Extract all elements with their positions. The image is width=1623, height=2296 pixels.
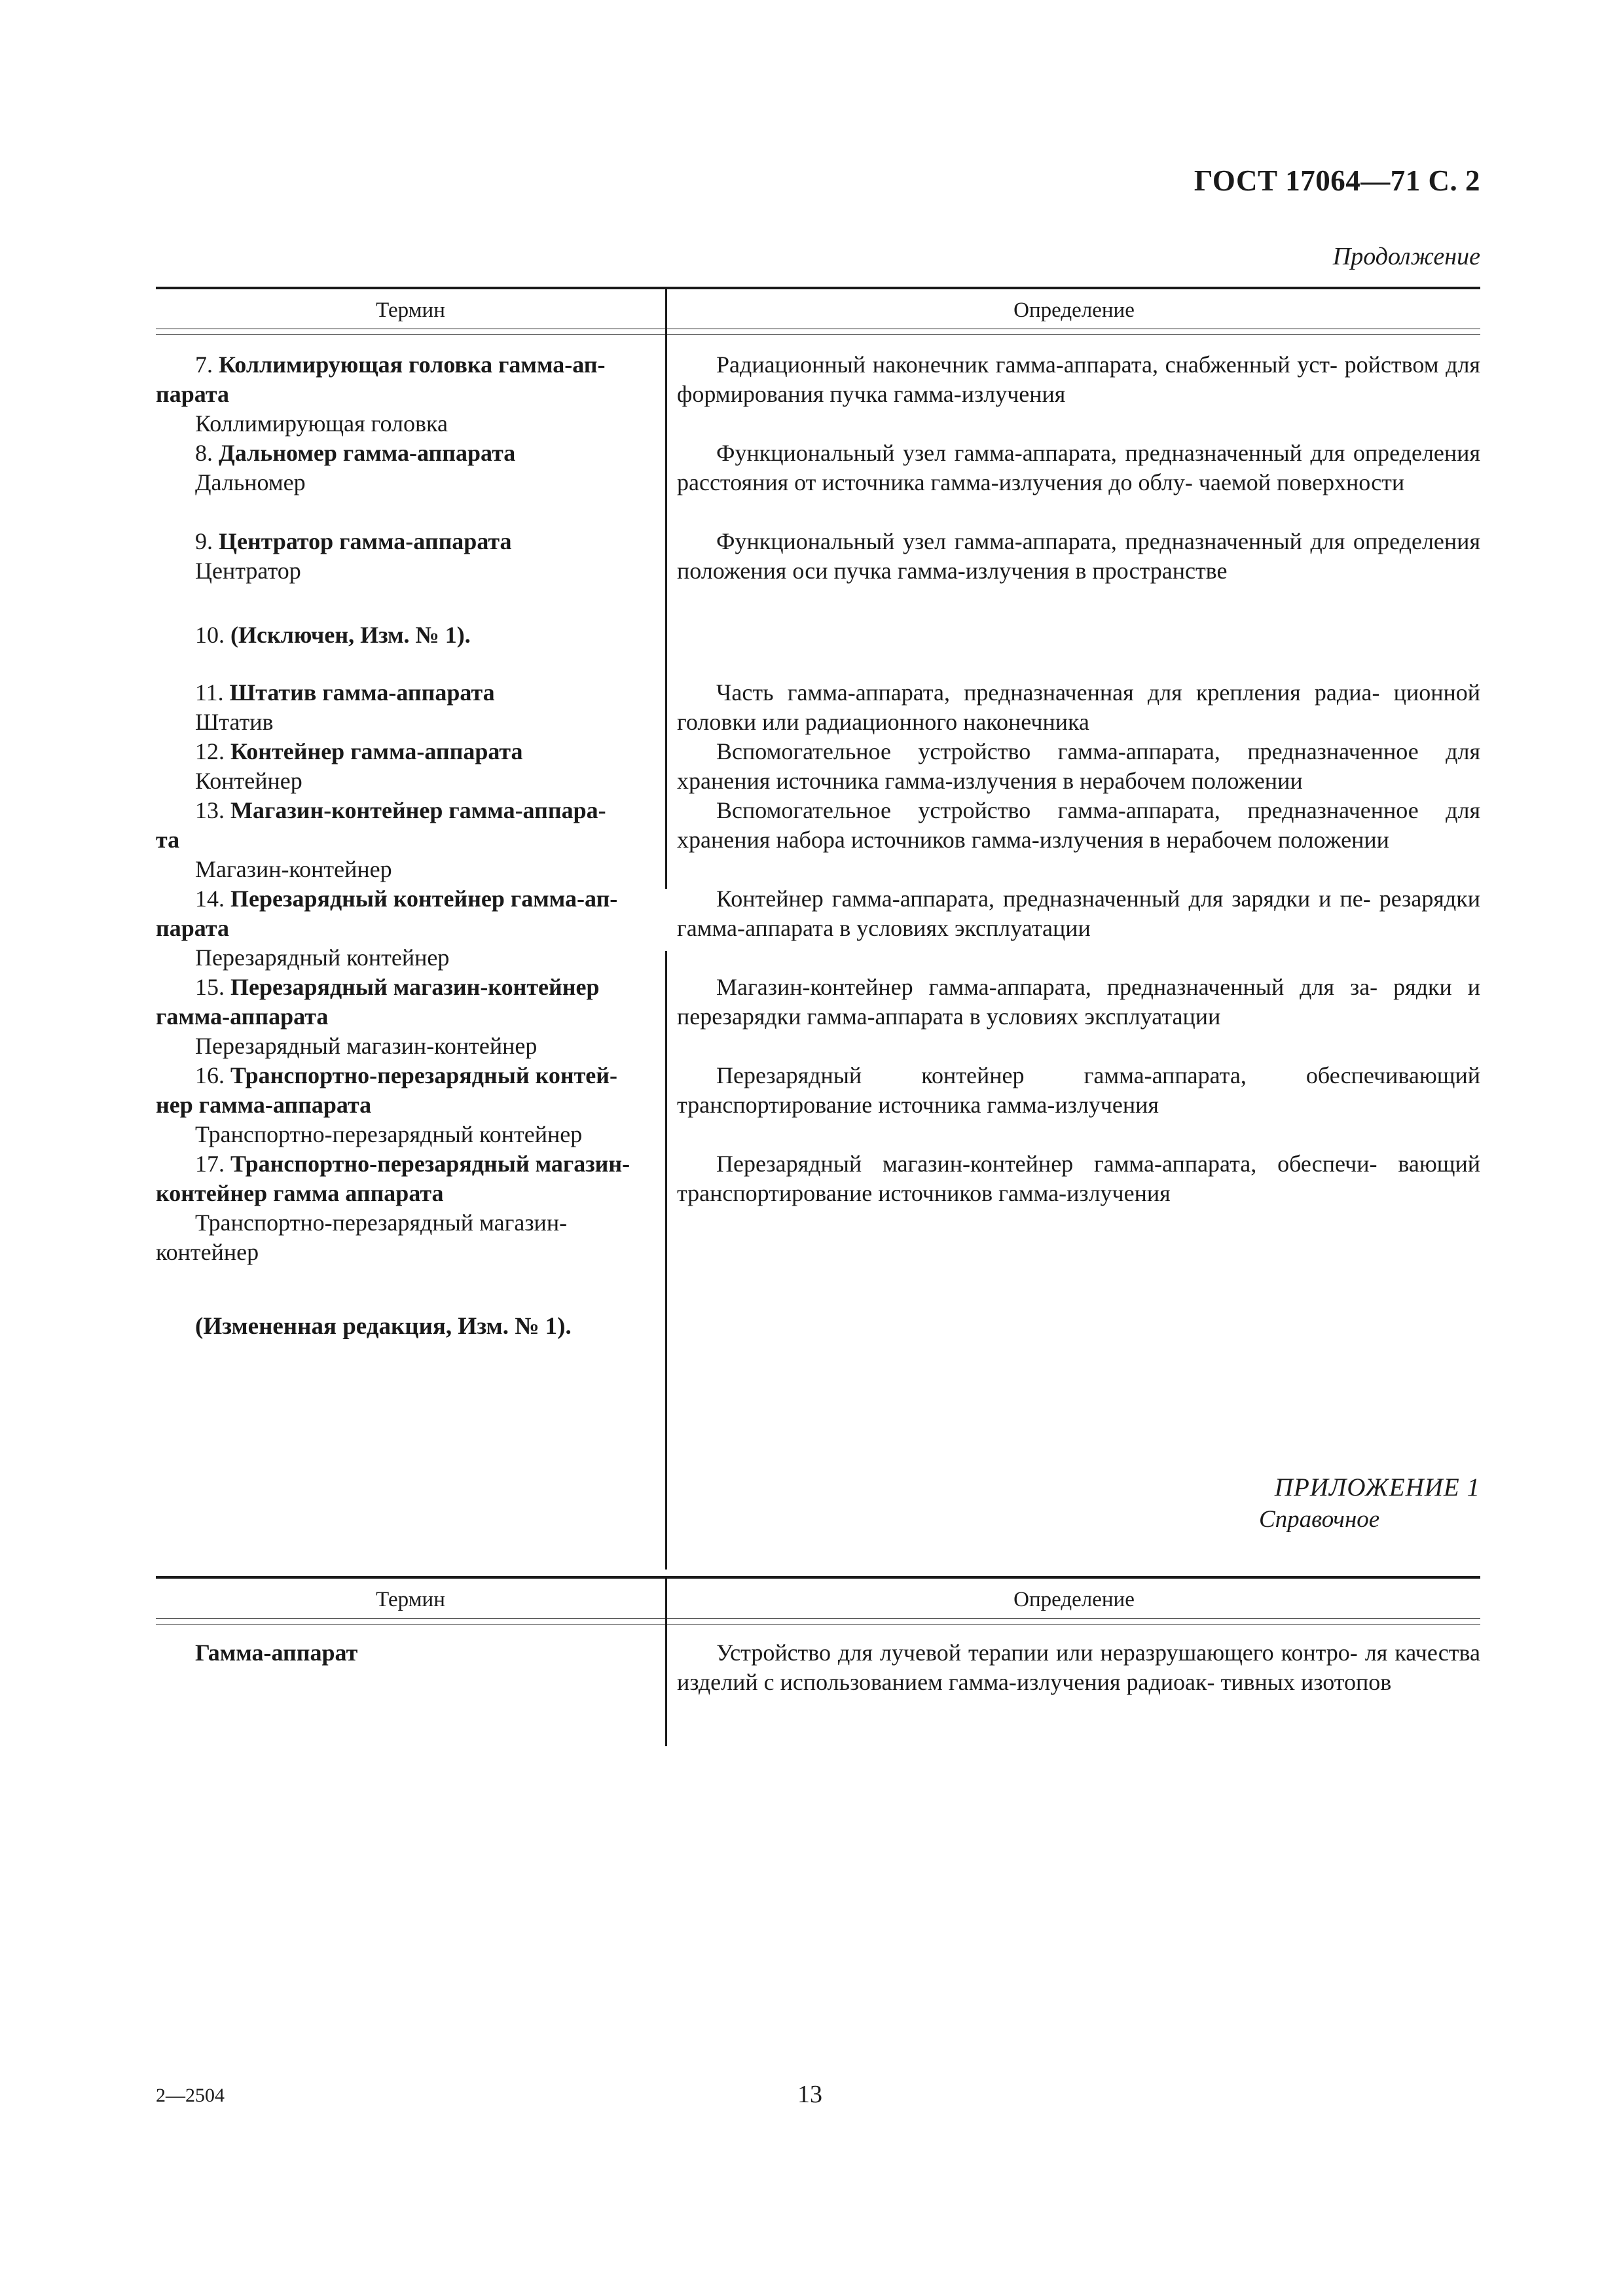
column-header-definition: Определение [1013,1588,1135,1611]
term-short-form: Коллимирующая головка [195,410,448,437]
definition-text: Вспомогательное устройство гамма-аппарата, предназначенное [716,738,1419,764]
term-cell [156,884,653,973]
term-short-form: Центратор [195,558,301,584]
term-name-cont: контейнер гамма аппарата [156,1180,444,1206]
column-header-definition: Определение [1013,298,1135,322]
term-number: 16. [195,1062,225,1088]
print-code: 2—2504 [156,2085,225,2106]
definition-text: резарядки гамма-аппарата в условиях эксплуатации [677,886,1480,941]
term-number: 13. [195,797,225,823]
column-header-term: Термин [376,298,445,322]
term-cell [156,350,653,439]
definition-text: ля качества изделий с использованием гамма-излучения радиоак- [677,1640,1480,1695]
term-cell [156,973,653,1061]
definition-cell [677,1061,1480,1120]
term-short-form: Дальномер [195,469,306,495]
definition-text: Перезарядный контейнер гамма-аппарата, обеспечивающий [716,1062,1480,1088]
appendix-table [156,1576,1480,1746]
term-number: 14. [195,886,225,912]
excluded-note: (Исключен, Изм. № 1). [230,622,471,648]
term-cell [156,439,653,497]
definition-text: чаемой поверхности [1198,469,1405,495]
term-name: Транспортно-перезарядный контей- [230,1062,617,1088]
term-short-form: Магазин-контейнер [195,856,392,882]
term-number: 8. [195,440,213,466]
definition-cell [677,527,1480,586]
definition-text: транспортирование источника гамма-излучения [677,1092,1159,1118]
definition-cell [677,973,1480,1031]
term-cell [156,678,653,737]
term-name: Перезарядный магазин-контейнер [230,974,600,1000]
term-name-cont: та [156,827,180,853]
term-number: 17. [195,1151,225,1177]
standard-header: ГОСТ 17064—71 С. 2 [1194,164,1480,197]
definition-text: определения расстояния от источника гамма-излучения до облу- [677,440,1481,495]
term-number: 7. [195,351,213,378]
definition-text: Перезарядный магазин-контейнер гамма-аппарата, обеспечи- [716,1151,1377,1177]
definition-text: вающий транспортирование источников гамма-излучения [677,1151,1480,1206]
amendment-note: (Измененная редакция, Изм. № 1). [195,1313,572,1340]
term-cell [156,737,653,796]
term-number: 11. [195,679,224,706]
definition-cell [677,1638,1480,1697]
definition-cell [677,439,1480,497]
definition-cell [677,796,1480,855]
term-name: Гамма-аппарат [195,1640,358,1666]
term-cell [156,527,653,586]
header-double-rule [156,1618,1480,1624]
definition-cell [677,350,1480,409]
term-name: Контейнер гамма-аппарата [230,738,523,764]
header-double-rule [156,329,1480,335]
definition-text: Часть гамма-аппарата, предназначенная для крепления радиа- [716,679,1380,706]
definition-text: ройством для формирования пучка гамма-излучения [677,351,1480,407]
definition-text: Устройство для лучевой терапии или неразрушающего контро- [716,1640,1358,1666]
term-name: Дальномер гамма-аппарата [219,440,516,466]
definition-text: для хранения набора источников гамма-излучения в нерабочем [677,797,1481,853]
column-divider [665,951,667,1570]
definition-text: положении [1277,827,1389,853]
term-name-cont: гамма-аппарата [156,1003,329,1030]
term-short-form: Перезарядный магазин-контейнер [195,1033,538,1059]
term-number: 12. [195,738,225,764]
definition-cell [677,737,1480,796]
appendix-title: ПРИЛОЖЕНИЕ 1 [1274,1473,1480,1501]
definition-text: Магазин-контейнер гамма-аппарата, предназначенный для за- [716,974,1378,1000]
term-number: 15. [195,974,225,1000]
term-short-form-cont: контейнер [156,1239,259,1265]
term-name-cont: нер гамма-аппарата [156,1092,372,1118]
table-header [156,1576,1480,1624]
term-name: Магазин-контейнер гамма-аппара- [230,797,606,823]
definition-text: определения положения оси пучка гамма-излучения в пространстве [677,528,1481,584]
definition-text: тивных изотопов [1220,1669,1392,1695]
term-name: Центратор гамма-аппарата [219,528,512,554]
column-divider [665,332,667,889]
definition-cell [677,884,1480,943]
term-short-form: Перезарядный контейнер [195,944,450,971]
term-name: Транспортно-перезарядный магазин- [230,1151,630,1177]
page-number: 13 [797,2081,822,2108]
term-short-form: Контейнер [195,768,302,794]
term-cell [156,620,811,650]
term-name: Штатив гамма-аппарата [229,679,495,706]
definition-text: для хранения источника гамма-излучения в нерабочем положении [677,738,1481,794]
column-divider [665,1622,667,1746]
term-name: Коллимирующая головка гамма-ап- [219,351,606,378]
term-name-cont: парата [156,381,229,407]
term-short-form: Транспортно-перезарядный магазин- [195,1210,568,1236]
term-short-form: Транспортно-перезарядный контейнер [195,1121,583,1147]
term-cell [156,796,653,884]
term-short-form: Штатив [195,709,274,735]
definition-text: Функциональный узел гамма-аппарата, предназначенный для [716,528,1345,554]
definition-text: Радиационный наконечник гамма-аппарата, снабженный уст- [716,351,1338,378]
definition-text: рядки и перезарядки гамма-аппарата в условиях эксплуатации [677,974,1481,1030]
definition-text: Вспомогательное устройство гамма-аппарата, предназначенное [716,797,1419,823]
term-cell [156,1149,653,1267]
term-name-cont: парата [156,915,229,941]
column-header-term: Термин [376,1588,445,1611]
definition-cell [677,1149,1480,1208]
table-header [156,287,1480,335]
term-cell [156,1061,653,1149]
term-cell [156,1638,653,1668]
definition-text: Контейнер гамма-аппарата, предназначенный для зарядки и пе- [716,886,1371,912]
term-name: Перезарядный контейнер гамма-ап- [230,886,618,912]
appendix-type: Справочное [1259,1506,1380,1533]
term-number: 9. [195,528,213,554]
term-number: 10. [195,622,225,648]
continuation-label: Продолжение [1332,243,1480,270]
terms-table [156,287,1480,1282]
definition-text: Функциональный узел гамма-аппарата, предназначенный для [716,440,1345,466]
definition-text: ционной головки или радиационного наконечника [677,679,1480,735]
definition-cell [677,678,1480,737]
